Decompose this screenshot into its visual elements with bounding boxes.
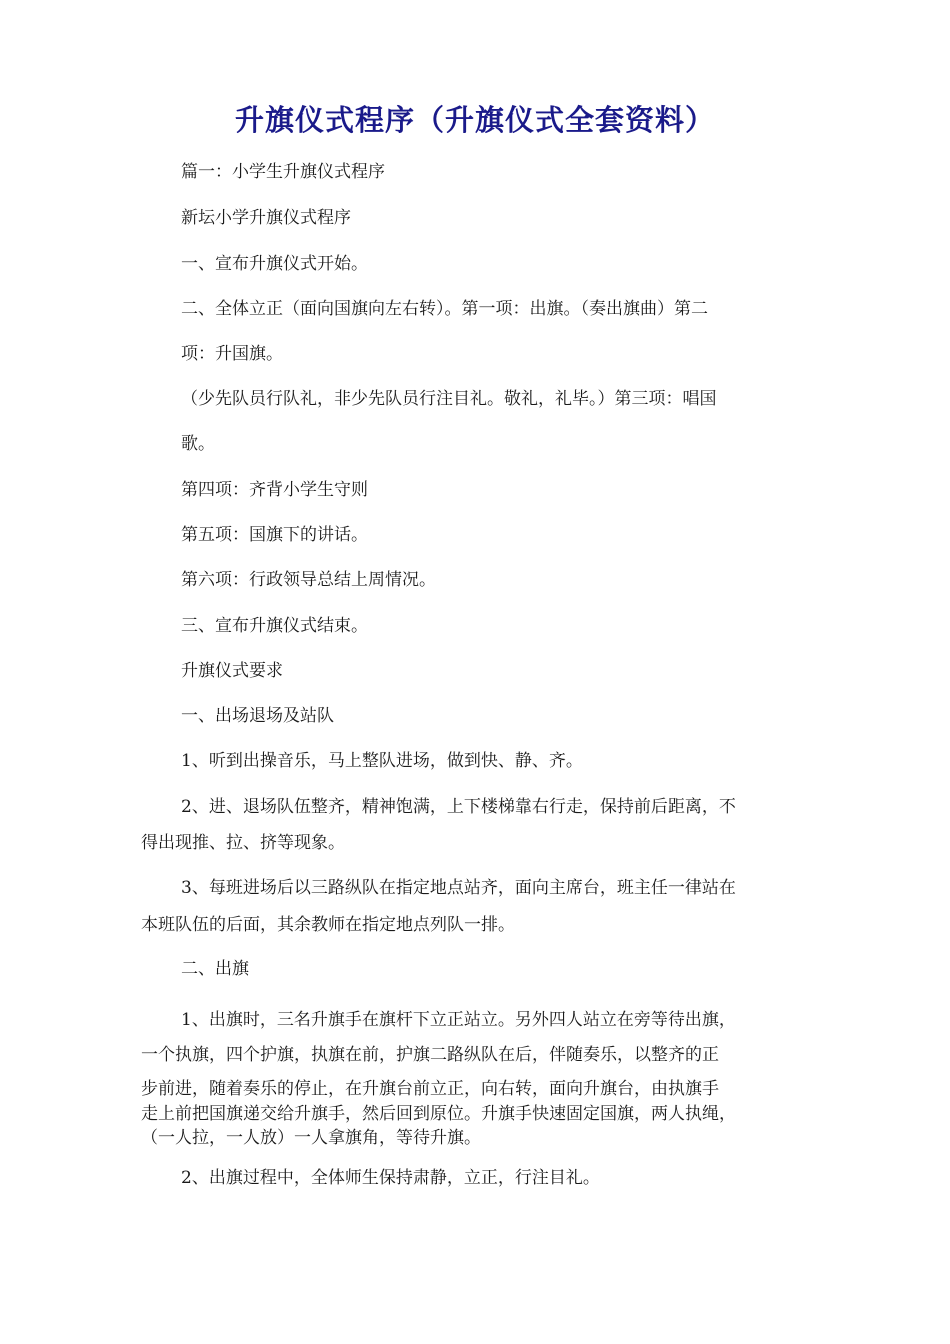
paragraph-line: 歌。 bbox=[181, 434, 215, 454]
paragraph-line: 项：升国旗。 bbox=[181, 344, 283, 364]
paragraph-line: 步前进，随着奏乐的停止，在升旗台前立正，向右转，面向升旗台，由执旗手 bbox=[141, 1079, 719, 1099]
paragraph-line: 第五项：国旗下的讲话。 bbox=[181, 525, 368, 545]
paragraph-line: 第六项：行政领导总结上周情况。 bbox=[181, 570, 436, 590]
paragraph-line: 3、每班进场后以三路纵队在指定地点站齐，面向主席台，班主任一律站在 bbox=[181, 878, 736, 898]
paragraph-line: 本班队伍的后面，其余教师在指定地点列队一排。 bbox=[141, 915, 515, 935]
paragraph-line: 篇一：小学生升旗仪式程序 bbox=[181, 162, 385, 182]
paragraph-line: 三、宣布升旗仪式结束。 bbox=[181, 616, 368, 636]
paragraph-line: 一、出场退场及站队 bbox=[181, 706, 334, 726]
document-title: 升旗仪式程序（升旗仪式全套资料） bbox=[234, 103, 715, 137]
paragraph-line: 新坛小学升旗仪式程序 bbox=[181, 208, 351, 228]
paragraph-line: 二、出旗 bbox=[181, 959, 249, 979]
paragraph-line: 1、出旗时，三名升旗手在旗杆下立正站立。另外四人站立在旁等待出旗， bbox=[181, 1010, 736, 1030]
paragraph-line: 走上前把国旗递交给升旗手，然后回到原位。升旗手快速固定国旗，两人执绳， bbox=[141, 1104, 736, 1124]
paragraph-line: （少先队员行队礼，非少先队员行注目礼。敬礼，礼毕。）第三项：唱国 bbox=[181, 389, 717, 409]
paragraph-line: 二、全体立正（面向国旗向左右转）。第一项：出旗。（奏出旗曲）第二 bbox=[181, 299, 708, 319]
paragraph-line: 第四项：齐背小学生守则 bbox=[181, 480, 368, 500]
paragraph-line: 1、听到出操音乐，马上整队进场，做到快、静、齐。 bbox=[181, 751, 583, 771]
paragraph-line: 2、进、退场队伍整齐，精神饱满，上下楼梯靠右行走，保持前后距离，不 bbox=[181, 797, 736, 817]
paragraph-line: （一人拉，一人放）一人拿旗角，等待升旗。 bbox=[141, 1128, 481, 1148]
paragraph-line: 2、出旗过程中，全体师生保持肃静，立正，行注目礼。 bbox=[181, 1168, 600, 1188]
paragraph-line: 升旗仪式要求 bbox=[181, 661, 283, 681]
paragraph-line: 一、宣布升旗仪式开始。 bbox=[181, 254, 368, 274]
paragraph-line: 得出现推、拉、挤等现象。 bbox=[141, 833, 345, 853]
paragraph-line: 一个执旗，四个护旗，执旗在前，护旗二路纵队在后，伴随奏乐，以整齐的正 bbox=[141, 1045, 719, 1065]
